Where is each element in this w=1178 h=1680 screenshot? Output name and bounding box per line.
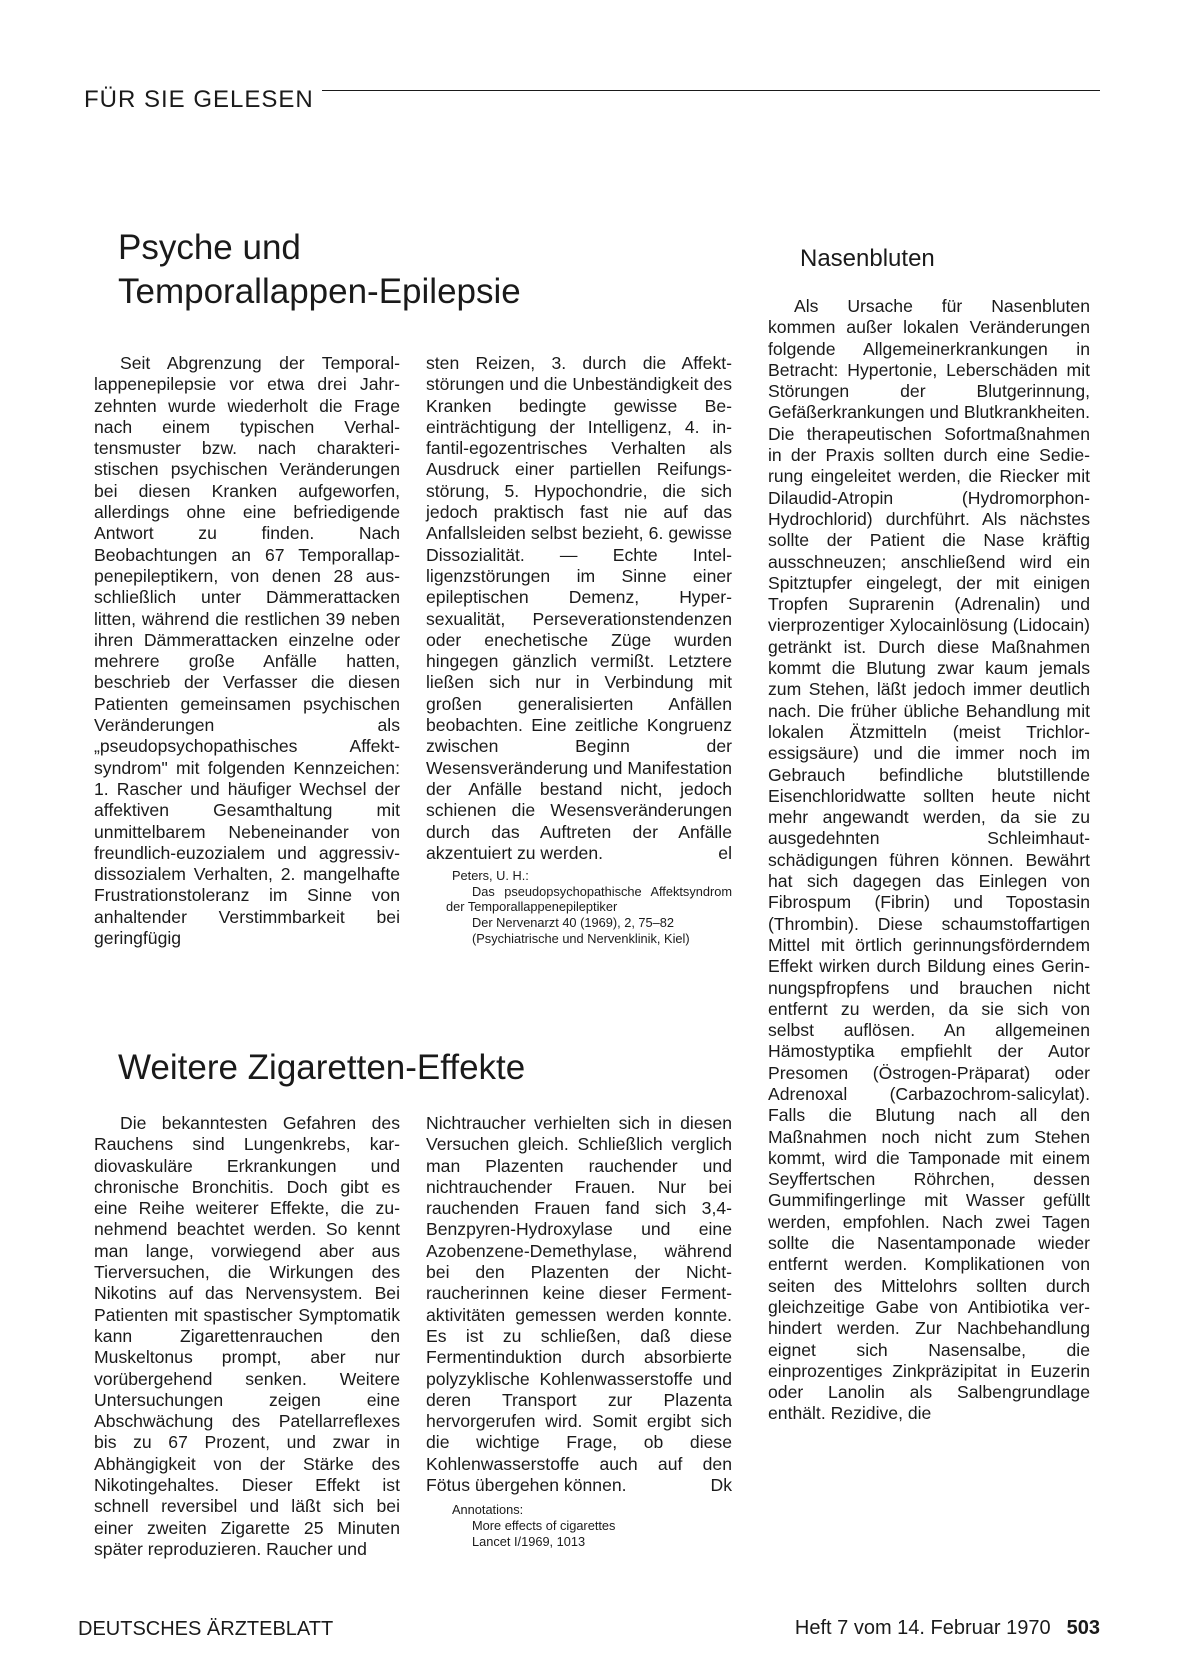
article2-column1	[94, 1113, 400, 1560]
page-number: 503	[1066, 1617, 1100, 1639]
article1-col1-text: Seit Abgrenzung der Temporallappenepilepsie vor etwa drei Jahrzehnten wurde wiederholt die Frage nach einem typischen Verhaltensmuster bzw. nach charakteristischen psychischen Veränderungen bei diesen Kranken aufgeworfen, allerdings ohne eine befriedigende Antwort zu finden. Nach Beobachtungen an 67 Temporallappenepileptikern, von denen 28 ausschließlich unter Dämmerattacken litten, während die restlichen 39 neben ihren Dämmerattacken einzelne oder mehrere große Anfälle hatten, beschrieb der Verfasser die diesen Patienten gemeinsamen psychischen Veränderungen als „pseudopsychopathisches Affektsyndrom" mit folgenden Kennzeichen: 1. Rascher und häufiger Wechsel der affektiven Gesamthaltung mit unmittelbarem Nebeneinander von freundlich-euzozialem und aggressiv-dissozialem Verhalten, 2. mangelhafte Frustrationstoleranz im Sinne von anhaltender Verstimmbarkeit bei geringfügig	[94, 353, 400, 949]
article1-ref-journal: Der Nervenarzt 40 (1969), 2, 75–82	[472, 914, 675, 930]
article2-signature: Dk	[710, 1475, 732, 1496]
footer-journal: DEUTSCHES ÄRZTEBLATT	[78, 1618, 334, 1640]
article2-reference	[426, 1502, 732, 1549]
article1-column2	[426, 353, 732, 946]
footer-issue	[795, 1617, 1100, 1640]
article2-col2-text	[426, 1113, 732, 1496]
article3-text: Als Ursache für Nasenbluten kommen außer lokalen Veränderungen folgende Allgemeinerkrankungen in Betracht: Hypertonie, Leberschäden mit Störungen der Blutgerinnung, Gefäßerkrankungen und Blutkrankheiten. Die therapeutischen Sofortmaßnahmen in der Praxis sollten durch eine Sedierung eingeleitet werden, die Riecker mit Dilaudid-Atropin (Hydromorphon-Hydrochlorid) durchführt. Als nächstes sollte der Patient die Nase kräftig ausschneuzen; anschließend wird ein Spitztupfer eingelegt, der mit einigen Tropfen Suprarenin (Adrenalin) und vierprozentiger Xylocainlösung (Lidocain) getränkt ist. Durch diese Maßnahmen kommt die Blutung zwar kaum jemals zum Stehen, läßt jedoch immer deutlich nach. Die früher übliche Behandlung mit lokalen Ätzmitteln (meist Trichloressigsäure) und die immer noch im Gebrauch befindliche blutstillende Eisenchloridwatte sollten heute nicht mehr angewandt werden, da sie zu ausgedehnten Schleimhautschädigungen führen können. Bewährt hat sich dagegen das Einlegen von Fibrospum (Fibrin) und Topostasin (Thrombin). Diese schaumstoffartigen Mittel mit örtlich gerinnungsförderndem Effekt wirken durch Bildung eines Gerinnungspfropfens und brauchen nicht entfernt zu werden, da sie sich von selbst auflösen. An allgemeinen Hämostyptika empfiehlt der Autor Presomen (Östrogen-Präparat) oder Adrenoxal (Carbazochrom-salicylat). Falls die Blutung nach all den Maßnahmen noch nicht zum Stehen kommt, wird die Tamponade mit einem Seyffertschen Röhrchen, dessen Gummifingerlinge mit Wasser gefüllt werden, empfohlen. Nach zwei Tagen sollte die Nasentamponade wieder entfernt werden. Komplikationen von seiten des Mittelohrs sollten durch gleichzeitige Gabe von Antibiotika verhindert werden. Zur Nachbehandlung eignet sich Nasensalbe, die einprozentiges Zinkpräzipitat in Euzerin oder Lanolin als Salbengrundlage enthält. Rezidive, die	[768, 296, 1090, 1424]
article1-ref-affiliation: (Psychiatrische und Nervenklinik, Kiel)	[472, 930, 690, 946]
article2-ref-journal: Lancet I/1969, 1013	[472, 1533, 586, 1549]
article1-col2-body: sten Reizen, 3. durch die Affektstörungen und die Unbeständigkeit des Kranken bedingte gewisse Beeinträchtigung der Intelligenz, 4. infantil-egozentrisches Verhalten als Ausdruck einer partiellen Reifungsstörung, 5. Hypochondrie, die sich jedoch praktisch fast nie auf das Anfallsleiden selbst bezieht, 6. gewisse Dissozialität. — Echte Intelligenzstörungen im Sinne einer epileptischen Demenz, Hypersexualität, Perseverationstendenzen oder enechetische Züge wurden hingegen gänzlich vermißt. Letztere ließen sich nur in Verbindung mit großen generalisierten Anfällen beobachten. Eine zeitliche Kongruenz zwischen Beginn der Wesensveränderung und Manifestation der Anfälle bestand nicht, jedoch schienen die Wesensveränderungen durch das Auftreten der Anfälle akzentuiert zu werden.	[426, 353, 732, 863]
section-label: FÜR SIE GELESEN	[84, 86, 314, 113]
article2-col1-text: Die bekanntesten Gefahren des Rauchens sind Lungenkrebs, kardiovaskuläre Erkrankungen und chronische Bronchitis. Doch gibt es eine Reihe weiterer Effekte, die zunehmend beachtet werden. So kennt man lange, vorwiegend aber aus Tierversuchen, die Wirkungen des Nikotins auf das Nervensystem. Bei Patienten mit spastischer Symptomatik kann Zigarettenrauchen den Muskeltonus prompt, aber nur vorübergehend senken. Weitere Untersuchungen zeigen eine Abschwächung des Patellarreflexes bis zu 67 Prozent, und zwar in Abhängigkeit von der Stärke des Nikotingehaltes. Dieser Effekt ist schnell reversibel und läßt sich bei einer zweiten Zigarette 25 Minuten später reproduzieren. Raucher und	[94, 1113, 400, 1559]
article3-title: Nasenbluten	[800, 245, 935, 272]
article1-reference	[426, 868, 732, 946]
article2-column2	[426, 1113, 732, 1549]
article1-title-line2: Temporallappen-Epilepsie	[118, 272, 521, 311]
article1-ref-title: Das pseudopsychopathische Affektsyndrom der Temporallappenepileptiker	[446, 883, 732, 915]
article2-title: Weitere Zigaretten-Effekte	[118, 1048, 526, 1087]
article2-ref-title: More effects of cigarettes	[472, 1517, 616, 1533]
article1-signature: el	[718, 842, 732, 863]
article1-title	[118, 226, 598, 314]
article2-col2-body: Nichtraucher verhielten sich in diesen Versuchen gleich. Schließlich verglich man Plazenten rauchender und nichtrauchender Frauen. Nur bei rauchenden Frauen fand sich 3,4-Benzpyren-Hydroxylase und eine Azobenzene-Demethylase, während bei den Plazenten der Nichtraucherinnen keine dieser Fermentaktivitäten gemessen werden konnte. Es ist zu schließen, daß diese Fermentinduktion durch absorbierte polyzyklische Kohlenwasserstoffe und deren Transport zur Plazenta hervorgerufen wird. Somit ergibt sich die wichtige Frage, ob diese Kohlenwasserstoffe auch auf den Fötus übergehen können.	[426, 1113, 732, 1496]
article2-ref-author: Annotations:	[452, 1502, 524, 1518]
header-rule	[322, 90, 1100, 91]
article1-col2-text	[426, 353, 732, 864]
article3-column	[768, 296, 1090, 1425]
article1-column1	[94, 353, 400, 949]
article1-title-line1: Psyche und	[118, 228, 301, 267]
footer-issue-text: Heft 7 vom 14. Februar 1970	[794, 1617, 1051, 1639]
article1-ref-author: Peters, U. H.:	[452, 868, 529, 884]
